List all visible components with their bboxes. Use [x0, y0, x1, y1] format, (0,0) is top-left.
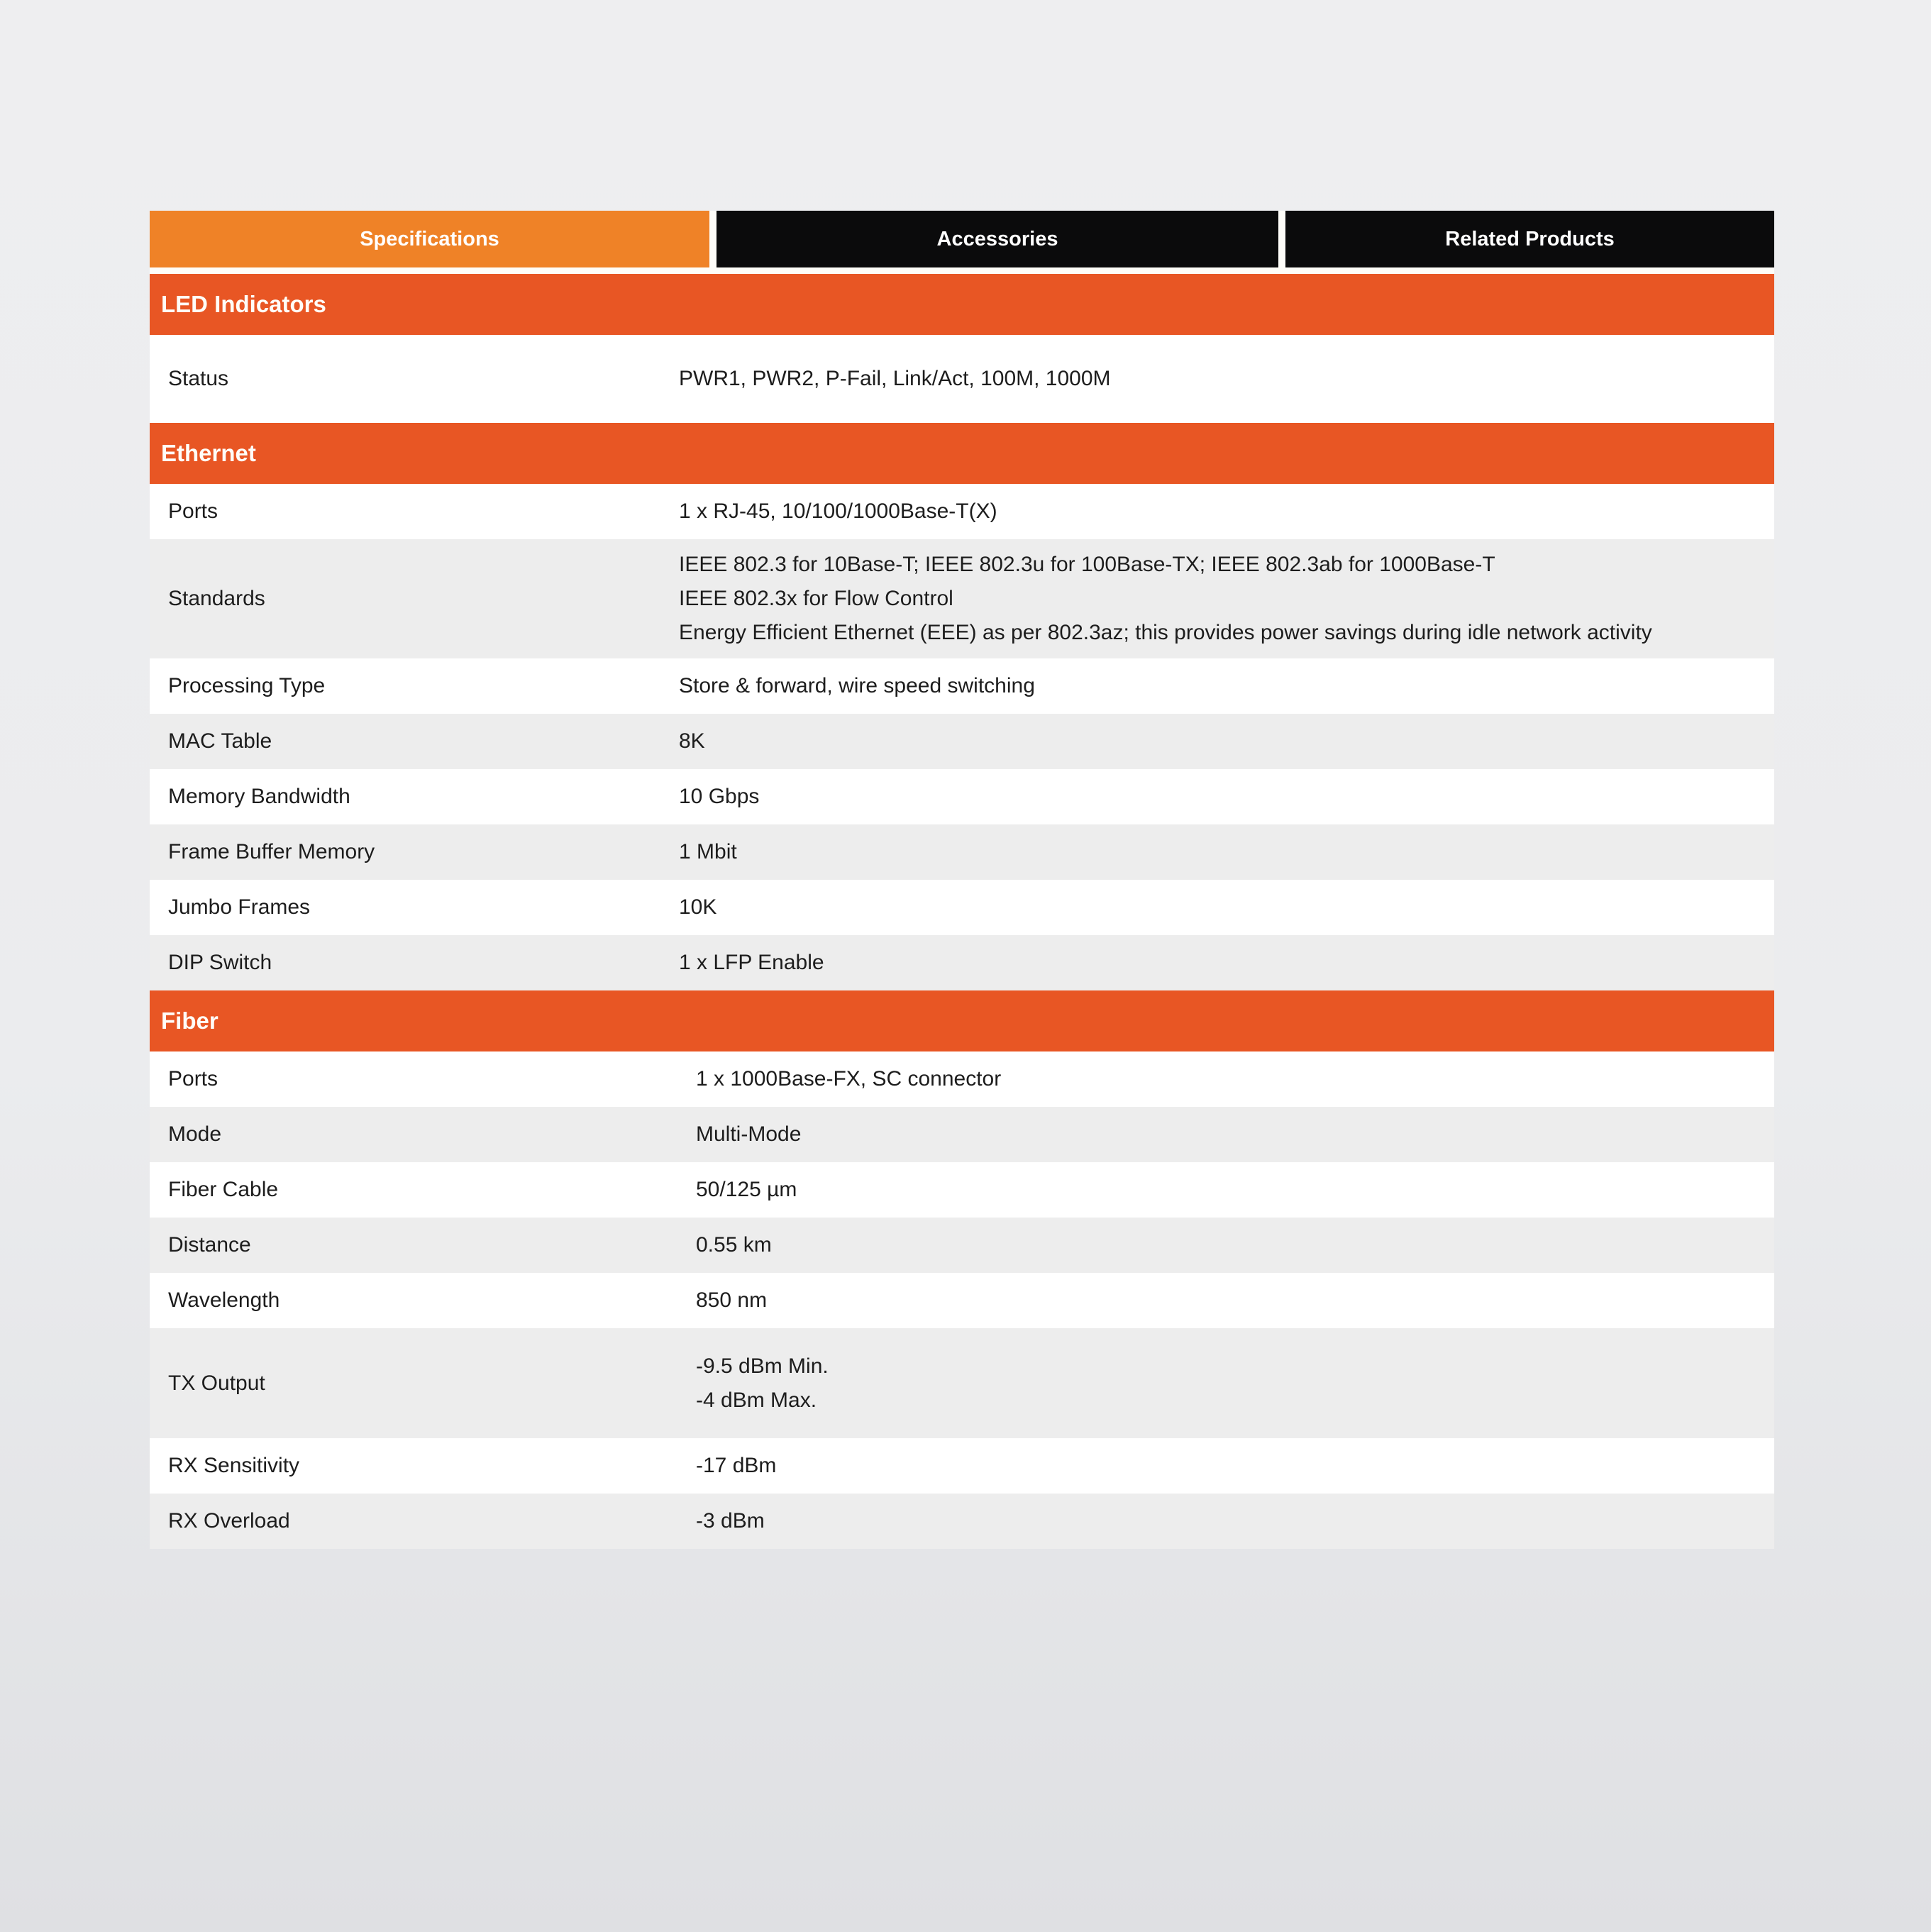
- spec-row-jumbo-frames: [150, 880, 1774, 935]
- row-label: TX Output: [168, 1371, 265, 1395]
- section-fiber: [150, 990, 1774, 1549]
- spec-row-status: [150, 335, 1774, 423]
- spec-row-mac-table: [150, 714, 1774, 769]
- row-value-line: 10K: [679, 895, 717, 919]
- row-value-line: 10 Gbps: [679, 785, 760, 808]
- row-value: [679, 362, 1774, 396]
- row-value-line: 1 Mbit: [679, 840, 737, 863]
- spec-row-ports: [150, 484, 1774, 539]
- spec-row-distance: [150, 1218, 1774, 1273]
- row-label: DIP Switch: [168, 951, 272, 974]
- spec-row-tx-output: [150, 1328, 1774, 1438]
- row-label: Wavelength: [168, 1288, 280, 1312]
- row-value: [696, 1228, 1774, 1262]
- spec-row-ports: [150, 1051, 1774, 1107]
- row-value: [679, 724, 1774, 758]
- spec-row-memory-bandwidth: [150, 769, 1774, 824]
- row-label: MAC Table: [168, 729, 272, 753]
- row-label: Mode: [168, 1122, 222, 1146]
- section-ethernet: [150, 423, 1774, 990]
- row-value-line: PWR1, PWR2, P-Fail, Link/Act, 100M, 1000M: [679, 367, 1111, 390]
- row-label: Memory Bandwidth: [168, 785, 350, 808]
- row-label: Status: [168, 367, 229, 390]
- row-value-line: Energy Efficient Ethernet (EEE) as per 802.3az; this provides power savings during idle network activity: [679, 621, 1652, 644]
- product-spec-panel: [150, 211, 1774, 1549]
- spec-row-frame-buffer-memory: [150, 824, 1774, 880]
- row-label: Standards: [168, 587, 265, 610]
- row-value-line: IEEE 802.3x for Flow Control: [679, 587, 953, 610]
- spec-row-dip-switch: [150, 935, 1774, 990]
- section-led: [150, 274, 1774, 423]
- row-value-line: Store & forward, wire speed switching: [679, 674, 1035, 697]
- row-value: [679, 780, 1774, 814]
- row-value: [679, 946, 1774, 980]
- row-value-line: 50/125 µm: [696, 1178, 797, 1201]
- row-value: [696, 1117, 1774, 1152]
- row-value-line: 0.55 km: [696, 1233, 772, 1257]
- row-label: RX Sensitivity: [168, 1454, 300, 1477]
- spec-row-rx-sensitivity: [150, 1438, 1774, 1494]
- spec-row-wavelength: [150, 1273, 1774, 1328]
- section-header-led: LED Indicators: [150, 274, 1774, 335]
- row-value: [679, 890, 1774, 924]
- tab-related-products[interactable]: Related Products: [1285, 211, 1774, 267]
- row-value-line: -9.5 dBm Min.: [696, 1354, 829, 1378]
- spec-table: [150, 274, 1774, 1549]
- tab-bar: [150, 211, 1774, 267]
- row-value: [679, 835, 1774, 869]
- row-label: Ports: [168, 1067, 218, 1091]
- section-header-fiber: Fiber: [150, 990, 1774, 1051]
- row-value-line: 1 x LFP Enable: [679, 951, 824, 974]
- row-label: Ports: [168, 499, 218, 523]
- spec-row-standards: [150, 539, 1774, 658]
- row-value-line: 1 x 1000Base-FX, SC connector: [696, 1067, 1002, 1091]
- row-label: Fiber Cable: [168, 1178, 279, 1201]
- row-label: Frame Buffer Memory: [168, 840, 375, 863]
- row-label: Processing Type: [168, 674, 326, 697]
- row-value-line: 1 x RJ-45, 10/100/1000Base-T(X): [679, 499, 997, 523]
- row-label: Jumbo Frames: [168, 895, 311, 919]
- row-value-line: Multi-Mode: [696, 1122, 802, 1146]
- row-value: [696, 1284, 1774, 1318]
- row-value-line: IEEE 802.3 for 10Base-T; IEEE 802.3u for 100Base-TX; IEEE 802.3ab for 1000Base-T: [679, 553, 1495, 576]
- row-value-line: -4 dBm Max.: [696, 1388, 817, 1412]
- row-value: [696, 1062, 1774, 1096]
- row-value-line: -17 dBm: [696, 1454, 777, 1477]
- row-value-line: 8K: [679, 729, 705, 753]
- tab-accessories[interactable]: Accessories: [716, 211, 1278, 267]
- row-label: Distance: [168, 1233, 251, 1257]
- row-label: RX Overload: [168, 1509, 290, 1533]
- spec-row-mode: [150, 1107, 1774, 1162]
- row-value: [696, 1173, 1774, 1207]
- row-value: [679, 495, 1774, 529]
- row-value: [696, 1504, 1774, 1538]
- row-value: [679, 548, 1774, 650]
- row-value: [696, 1349, 1774, 1418]
- tab-specifications[interactable]: Specifications: [150, 211, 709, 267]
- spec-row-processing-type: [150, 658, 1774, 714]
- row-value-line: -3 dBm: [696, 1509, 765, 1533]
- row-value: [679, 669, 1774, 703]
- spec-row-fiber-cable: [150, 1162, 1774, 1218]
- spec-row-rx-overload: [150, 1494, 1774, 1549]
- row-value: [696, 1449, 1774, 1483]
- section-header-ethernet: Ethernet: [150, 423, 1774, 484]
- row-value-line: 850 nm: [696, 1288, 768, 1312]
